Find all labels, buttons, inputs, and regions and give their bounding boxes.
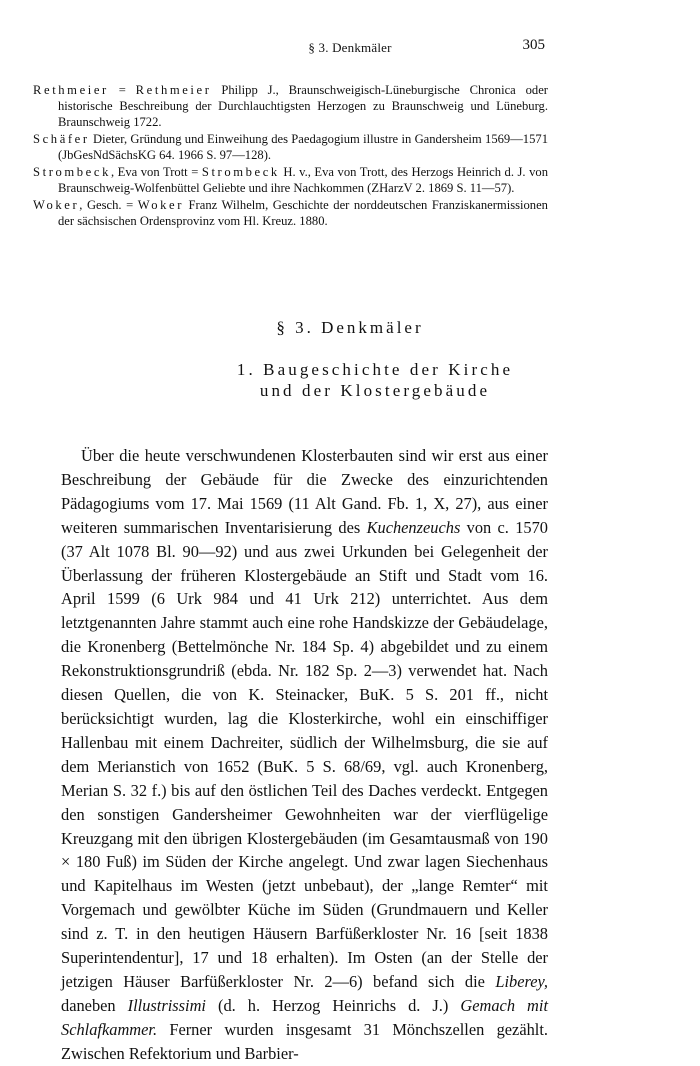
entry-key-repeat: Strombeck (201, 165, 280, 179)
text-run: (d. h. Herzog Heinrichs d. J.) (205, 995, 461, 1015)
bibliography-list (33, 82, 548, 230)
entry-key: Strombeck (33, 165, 111, 179)
text-run: daneben (61, 995, 128, 1015)
bibliography-entry (33, 82, 548, 130)
italic-term: Gemach mit Schlafkammer. (61, 995, 548, 1039)
entry-key: Rethmeier (33, 83, 109, 97)
entry-text: , Eva von Trott = (110, 165, 202, 179)
subsection-heading-line1: 1. Baugeschichte der Kirche (236, 360, 514, 379)
entry-key-repeat: Woker (137, 198, 185, 212)
bibliography-entry (33, 131, 548, 163)
entry-text: Franz Wilhelm, Geschichte der norddeutschen Franziskanermissionen der sächsischen Ordensprovinz vom Hl. Kreuz. 1880. (58, 198, 548, 228)
bibliography-entry (33, 164, 548, 196)
entry-key-repeat: Rethmeier (135, 83, 212, 97)
entry-text: Dieter, Gründung und Einweihung des Paedagogium illustre in Gandersheim 1569—1571 (JbGesNdSächsKG 64. 1966 S. 97—128). (58, 132, 548, 162)
entry-text: = (108, 83, 136, 97)
subsection-heading (0, 359, 700, 401)
page-number: 305 (522, 37, 545, 53)
bibliography-entry (33, 197, 548, 229)
entry-text: H. v., Eva von Trott, des Herzogs Heinrich d. J. von Braunschweig-Wolfenbüttel Geliebte und ihre Nachkommen (ZHarzV 2. 1869 S. 11—57). (58, 165, 548, 195)
section-heading: § 3. Denkmäler (276, 318, 424, 337)
body-text (61, 444, 548, 1066)
entry-text: Philipp J., Braunschweigisch-Lüneburgische Chronica oder historische Beschreibung der Durchlauchtigsten Herzogen zu Braunschweig und Lüneburg. Braunschweig 1722. (58, 83, 548, 129)
running-title: § 3. Denkmäler (308, 40, 392, 55)
italic-term: Kuchenzeuchs (366, 517, 461, 537)
text-run: Ferner wurden insgesamt 31 Mönchszellen gezählt. Zwischen Refektorium und Barbier- (61, 1019, 548, 1063)
entry-key: Woker (33, 198, 80, 212)
entry-key: Schäfer (33, 132, 90, 146)
italic-term: Liberey, (495, 971, 548, 991)
running-header (0, 37, 700, 64)
body-paragraph (61, 444, 548, 1066)
subsection-heading-line2: und der Klostergebäude (259, 381, 491, 400)
italic-term: Illustrissimi (127, 995, 206, 1015)
text-run: Über die heute verschwundenen Klosterbauten sind wir erst aus einer Beschreibung der Gebäude für die Zwecke des einzurichtenden Pädagogiums vom 17. Mai 1569 (11 Alt Gand. Fb. 1, X, 27), aus einer weiteren summarischen Inventarisierung des (61, 446, 548, 537)
entry-text: , Gesch. = (79, 198, 138, 212)
text-run: von c. 1570 (37 Alt 1078 Bl. 90—92) und aus zwei Urkunden bei Gelegenheit der Überlassung der früheren Klostergebäude an Stift und Stadt vom 16. April 1599 (6 Urk 984 und 41 Urk 212) unterrichtet. Aus dem letztgenannten Jahre stammt auch eine rohe Handskizze der Gebäudelage, die Kronenberg (Bettelmönche Nr. 184 Sp. 4) abgebildet und zu einem Rekonstruktionsgrundriß (ebda. Nr. 182 Sp. 2—3) verwendet hat. Nach diesen Quellen, die von K. Steinacker, BuK. 5 S. 201 ff., nicht berücksichtigt wurden, lag die Klosterkirche, wohl ein einschiffiger Hallenbau mit einem Dachreiter, südlich der Wilhelmsburg, die sie auf dem Merianstich von 1652 (BuK. 5 S. 68/69, vgl. auch Kronenberg, Merian S. 32 f.) bis auf den östlichen Teil des Daches verdeckt. Entgegen den sonstigen Gandersheimer Gewohnheiten war der vierflügelige Kreuzgang mit den übrigen Klostergebäuden (im Gesamtausmaß von 190 × 180 Fuß) im Süden der Kirche angelegt. Und zwar lagen Siechenhaus und Kapitelhaus im Westen (jetzt unbebaut), der „lange Remter“ mit Vorgemach und gewölbter Küche im Süden (Grundmauern und Keller sind z. T. in den heutigen Häusern Barfüßerkloster Nr. 16 [seit 1838 Superintendentur], 17 und 18 erhalten). Im Osten (an der Stelle der jetzigen Häuser Barfüßerkloster Nr. 2—6) befand sich die (61, 517, 548, 991)
